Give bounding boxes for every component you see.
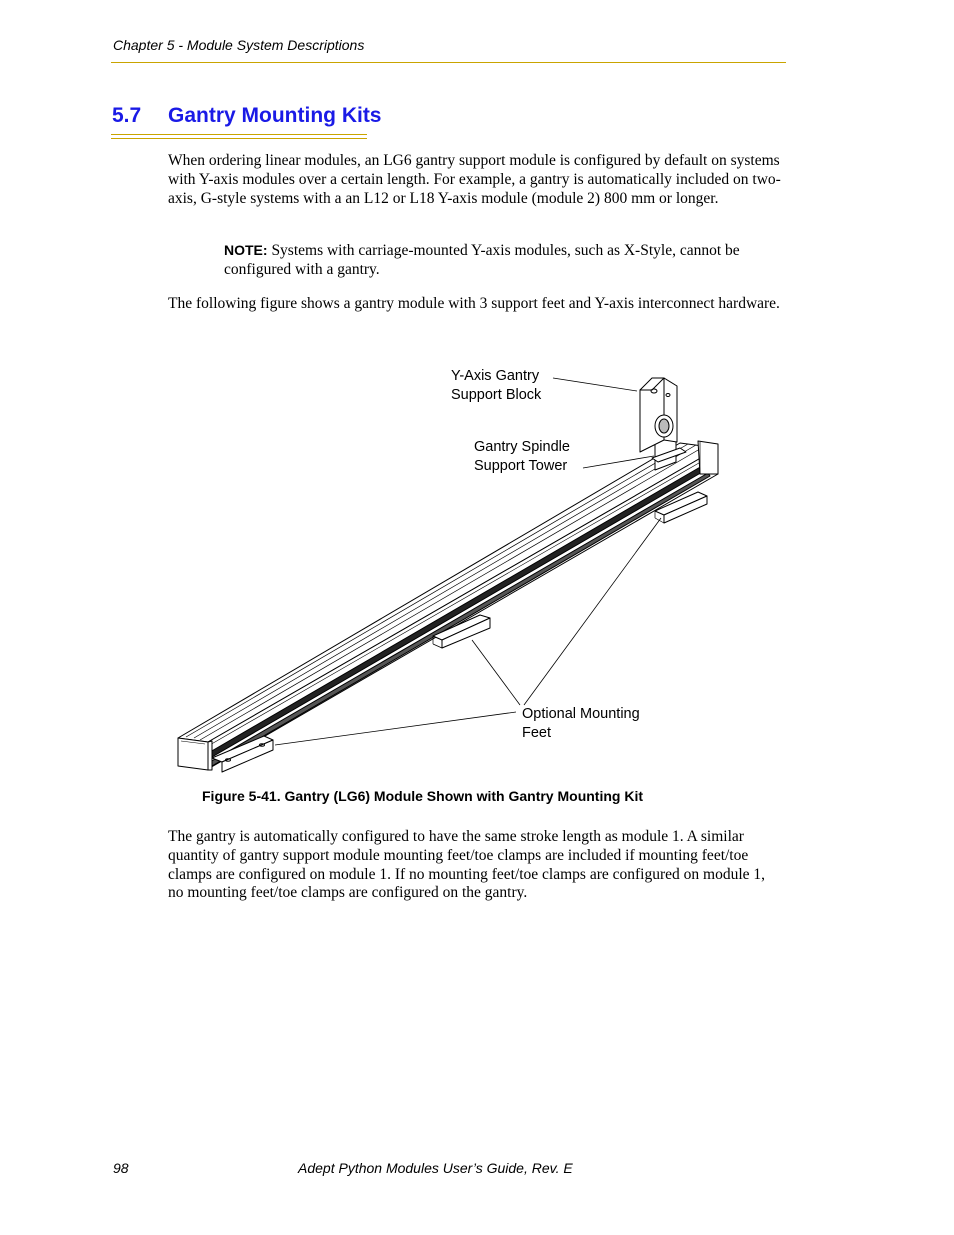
page-number: 98	[113, 1160, 129, 1176]
running-header: Chapter 5 - Module System Descriptions	[113, 37, 365, 53]
callout-spindle-tower: Gantry Spindle Support Tower	[474, 439, 570, 474]
callout-mounting-feet: Optional Mounting Feet	[522, 706, 640, 741]
foot-edge	[433, 644, 442, 648]
paragraph-stroke-length: The gantry is automatically configured to have the same stroke length as module 1. A similar quantity of gantry support module mounting feet/toe clamps are included if mounting feet/toe clamps are configured on module 1. If no mounting feet/toe clamps are configured on module 1, no mounting feet/toe clamps are configured on the gantry.	[168, 828, 765, 902]
rail-line	[194, 445, 696, 738]
leader-foot-near	[275, 712, 516, 745]
note-text: Systems with carriage-mounted Y-axis modules, such as X-Style, cannot be configured with a gantry.	[224, 242, 740, 278]
rail-top-face	[178, 443, 718, 742]
callout-support-block: Y-Axis Gantry Support Block	[451, 368, 542, 403]
figure-caption: Figure 5-41. Gantry (LG6) Module Shown with Gantry Mounting Kit	[202, 788, 643, 804]
section-number: 5.7	[112, 104, 142, 127]
rail-line	[200, 446, 705, 740]
paragraph-intro: When ordering linear modules, an LG6 gantry support module is configured by default on systems with Y-axis modules over a certain length. For example, a gantry is automatically included on two-axis, G-style systems with a an L12 or L18 Y-axis module (module 2) 800 mm or longer.	[168, 152, 781, 207]
far-end-cap	[698, 441, 718, 474]
rail-line	[208, 452, 718, 746]
leader-support-block	[553, 378, 637, 391]
rail-line	[186, 444, 688, 737]
leader-foot-middle	[472, 640, 520, 705]
section-title: Gantry Mounting Kits	[168, 104, 382, 127]
paragraph-figure-intro: The following figure shows a gantry module with 3 support feet and Y-axis interconnect hardware.	[168, 295, 780, 312]
footer-doc-title: Adept Python Modules User’s Guide, Rev. E	[298, 1160, 573, 1176]
spindle-bore-inner	[659, 419, 669, 433]
end-cap-side	[208, 741, 212, 770]
note-label: NOTE:	[224, 242, 268, 258]
